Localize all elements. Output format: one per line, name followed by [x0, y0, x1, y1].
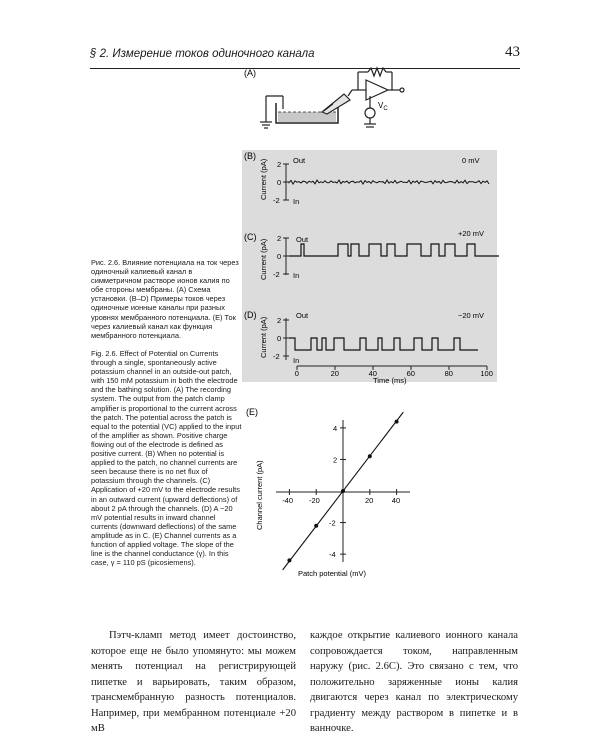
iv-x-axis-label: Patch potential (mV) — [298, 569, 366, 578]
trace-d-in-label: In — [293, 356, 300, 365]
time-tick-label: 0 — [294, 369, 299, 378]
iv-y-tick-label: 2 — [333, 455, 338, 465]
panel-label-a: (A) — [244, 68, 256, 78]
time-tick-label: 100 — [480, 369, 493, 378]
panel-label-b: (B) — [244, 151, 256, 161]
body-text-left-column: Пэтч-кламп метод имеет достоинство, которое еще не было упомянуто: мы можем менять потенциал на регистрирующей пипетке и варьировать, таким образом, трансмембранную разность потенциалов. Например, при мембранном потенциале +20 мВ — [91, 630, 296, 734]
trace-c-voltage: +20 mV — [458, 229, 485, 238]
iv-data-point — [368, 454, 372, 458]
trace-d-axis-label: Current (pA) — [259, 316, 268, 358]
trace-c-out-label: Out — [296, 235, 309, 244]
trace-d-signal — [289, 338, 478, 350]
body-text-right-column: каждое открытие калиевого ионного канала сопровождается током, направленным наружу (рис. 2.6С). Это связано с тем, что положительно заряженные ионы калия двигаются через канал по электрическому градиенту между раствором в пипетке и в ванночке. — [310, 630, 518, 734]
iv-x-tick-label: -40 — [282, 496, 294, 505]
trace-b-in-label: In — [293, 197, 300, 206]
iv-y-tick-label: 4 — [333, 423, 338, 433]
iv-data-point — [314, 524, 318, 528]
iv-data-point — [287, 558, 291, 562]
iv-plot — [255, 412, 410, 578]
caption-english: Fig. 2.6. Effect of Potential on Currents through a single, spontaneously active potassium channel in an outside-out patch, with 150 mM potassium in both the electrode and the bathing solution. (A) The recording system. The output from the patch clamp amplifier is proportional to the current across the patch. The potential across the patch is equal to the potential (VC) applied to the input of the amplifier as shown. Positive charge flowing out of the electrode is defined as positive current. (B) When no potential is applied to the patch, no channel currents are seen because there is no net flux of potassium through the channels. (C) Application of +20 mV to the electrode results in an outward current (upward deflections) of about 2 pA through the channels. (D) A −20 mV potential results in inward channel currents (downward deflections) of the same amplitude as in C. (E) Channel currents as a function of applied voltage. The slope of the line is the channel conductance (γ). In this case, γ = 110 pS (picosiemens). — [91, 349, 242, 568]
trace-c-tick-2: 2 — [277, 234, 282, 243]
trace-d-voltage: −20 mV — [458, 311, 485, 320]
time-axis-label: Time (ms) — [373, 376, 407, 385]
vc-letter: V — [378, 101, 384, 110]
trace-d-tick-2: 2 — [277, 316, 282, 325]
trace-b-tick-0: 0 — [277, 178, 282, 187]
vc-label — [378, 101, 388, 112]
trace-b-voltage: 0 mV — [462, 156, 480, 165]
iv-y-tick-label: -4 — [329, 550, 336, 560]
trace-b-out-label: Out — [293, 156, 306, 165]
iv-data-point — [341, 489, 345, 493]
trace-b-tick-2: 2 — [277, 160, 282, 169]
iv-y-tick-label: -2 — [329, 518, 336, 528]
trace-c-tick-minus2: -2 — [273, 270, 280, 279]
trace-d-out-label: Out — [296, 311, 309, 320]
trace-d — [273, 311, 484, 365]
iv-y-axis-label: Channel current (pA) — [255, 460, 264, 530]
trace-d-tick-0: 0 — [277, 334, 282, 343]
time-tick-label: 20 — [330, 369, 339, 378]
trace-c — [273, 229, 499, 280]
time-tick-label: 80 — [444, 369, 453, 378]
iv-x-tick-label: 20 — [365, 496, 374, 505]
time-tick-label: 60 — [406, 369, 415, 378]
vc-subscript: C — [383, 106, 388, 112]
iv-data-point — [395, 420, 399, 424]
trace-c-signal — [289, 244, 499, 256]
recording-schematic — [260, 68, 404, 128]
trace-d-tick-minus2: -2 — [273, 352, 280, 361]
panel-label-c: (C) — [244, 232, 257, 242]
caption-russian: Рис. 2.6. Влияние потенциала на ток через одиночный калиевый канал в симметричном растворе ионов калия по обе стороны мембраны. (A) Схема установки. (B–D) Примеры токов через одиночные ионные каналы при разных уровнях мембранного потенциала. (E) Ток через калиевый канал как функция мембранного потенциала. — [91, 258, 239, 340]
page-number: 43 — [505, 44, 520, 60]
trace-b — [273, 156, 489, 206]
iv-x-tick-label: -20 — [309, 496, 320, 505]
trace-b-axis-label: Current (pA) — [259, 158, 268, 200]
panel-label-d: (D) — [244, 310, 257, 320]
trace-b-tick-minus2: -2 — [273, 196, 280, 205]
section-title: § 2. Измерение токов одиночного канала — [90, 48, 315, 60]
time-axis — [295, 366, 493, 385]
panel-label-e: (E) — [246, 407, 258, 417]
trace-c-tick-0: 0 — [277, 252, 282, 261]
trace-b-signal — [289, 180, 489, 184]
iv-x-tick-label: 40 — [391, 496, 401, 505]
trace-c-in-label: In — [293, 271, 300, 280]
time-tick-label: 40 — [368, 369, 377, 378]
trace-c-axis-label: Current (pA) — [259, 238, 268, 280]
